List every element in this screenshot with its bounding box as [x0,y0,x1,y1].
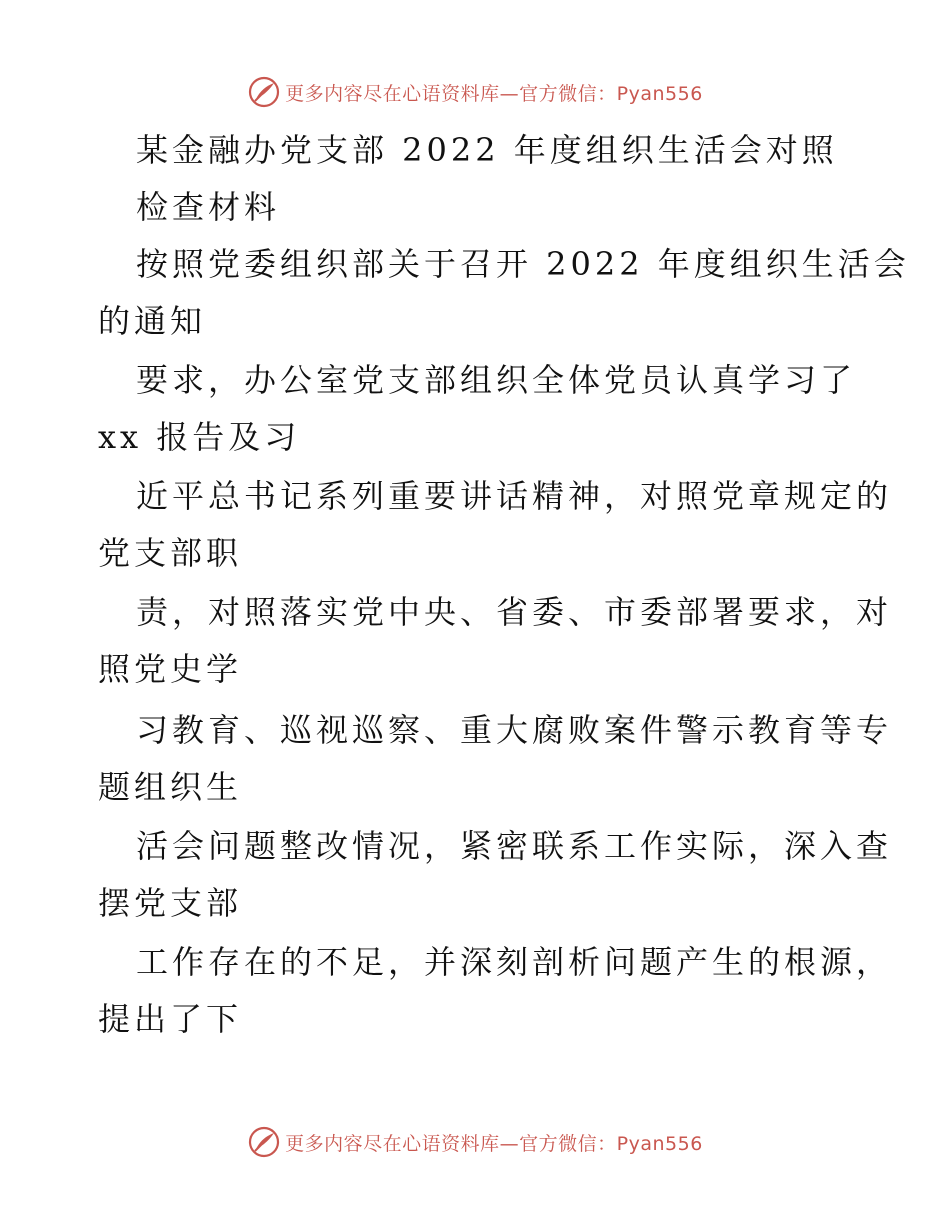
feather-pen-logo-icon [247,75,281,109]
paragraph-line: 近平总书记系列重要讲话精神，对照党章规定的 [136,477,893,515]
paragraph-line: 活会问题整改情况，紧密联系工作实际，深入查 [136,827,893,865]
footer-watermark [0,1122,950,1162]
feather-pen-logo-icon [247,1125,281,1159]
paragraph-line: 提出了下 [98,1000,243,1038]
paragraph-line: 按照党委组织部关于召开 2022 年度组织生活会 [136,245,910,283]
paragraph-line: 党支部职 [98,534,243,572]
watermark-text: 更多内容尽在心语资料库—官方微信：Pyan556 [285,82,703,105]
paragraph-line: 摆党支部 [98,884,243,922]
paragraph-line: 的通知 [98,302,207,340]
header-watermark [0,72,950,112]
document-title-line-2: 检查材料 [136,188,281,226]
paragraph-line: 责，对照落实党中央、省委、市委部署要求，对 [136,593,893,631]
paragraph-line: 照党史学 [98,650,243,688]
paragraph-line: 要求，办公室党支部组织全体党员认真学习了 [136,361,857,399]
paragraph-line: 题组织生 [98,768,243,806]
paragraph-line: xx 报告及习 [98,418,301,456]
watermark-text: 更多内容尽在心语资料库—官方微信：Pyan556 [285,1132,703,1155]
paragraph-line: 工作存在的不足，并深刻剖析问题产生的根源， [136,943,893,981]
paragraph-line: 习教育、巡视巡察、重大腐败案件警示教育等专 [136,711,893,749]
document-title-line-1: 某金融办党支部 2022 年度组织生活会对照 [136,131,838,169]
